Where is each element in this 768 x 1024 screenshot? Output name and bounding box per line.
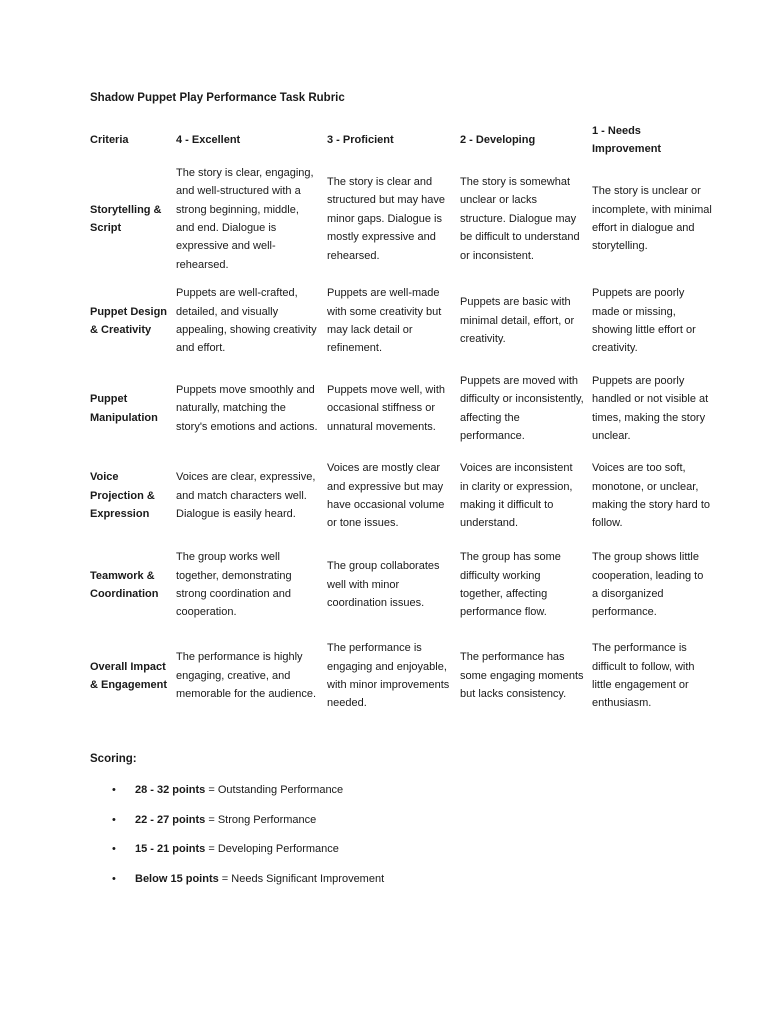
criterion-cell: Storytelling & Script (90, 203, 162, 234)
rubric-cell: Puppets are poorly handled or not visible at times, making the story unclear. (592, 374, 709, 442)
criterion-cell: Puppet Design & Creativity (90, 305, 168, 336)
rubric-cell: The performance is difficult to follow, with little engagement or enthusiasm. (592, 642, 695, 710)
rubric-cell: Puppets move smoothly and naturally, matching the story's emotions and actions. (176, 383, 318, 433)
score-description: = Strong Performance (205, 813, 317, 826)
table-row (86, 629, 716, 723)
rubric-cell: Puppets are basic with minimal detail, effort, or creativity. (460, 296, 575, 346)
rubric-cell: The group works well together, demonstrating strong coordination and cooperation. (176, 551, 292, 619)
criterion-cell: Puppet Manipulation (90, 393, 158, 424)
criterion-cell: Overall Impact & Engagement (90, 660, 168, 691)
rubric-cell: The story is clear, engaging, and well-structured with a strong beginning, middle, and end. Dialogue is expressive and well-rehearsed. (176, 166, 314, 271)
bullet-icon: • (112, 813, 116, 826)
rubric-cell: The group collaborates well with minor coordination issues. (327, 560, 440, 610)
bullet-icon: • (112, 784, 116, 796)
score-range: 28 - 32 points (135, 784, 206, 796)
score-range: 22 - 27 points (135, 813, 206, 826)
rubric-cell: The group has some difficulty working together, affecting performance flow. (460, 551, 561, 619)
score-description: = Outstanding Performance (205, 784, 344, 796)
header-developing: 2 - Developing (460, 133, 536, 146)
table-row (86, 366, 716, 451)
rubric-cell: The performance is highly engaging, creative, and memorable for the audience. (176, 651, 317, 701)
list-item (112, 810, 384, 840)
table-row (86, 162, 716, 276)
bullet-icon: • (112, 843, 116, 855)
score-range: 15 - 21 points (135, 843, 206, 855)
table-row (86, 276, 716, 366)
rubric-cell: Puppets move well, with occasional stiffness or unnatural movements. (327, 383, 445, 433)
rubric-cell: Puppets are well-crafted, detailed, and visually appealing, showing creativity and effort. (176, 287, 317, 355)
rubric-cell: The story is somewhat unclear or lacks structure. Dialogue may be difficult to understand or inconsistent. (460, 175, 580, 262)
list-item (112, 839, 384, 869)
rubric-cell: The story is unclear or incomplete, with minimal effort in dialogue and storytelling. (592, 185, 712, 253)
header-needs-improvement: 1 - Needs Improvement (592, 124, 662, 155)
score-description: = Needs Significant Improvement (218, 872, 385, 885)
rubric-table (86, 118, 716, 723)
rubric-cell: Voices are inconsistent in clarity or expression, making it difficult to understand. (460, 462, 573, 530)
rubric-cell: Voices are clear, expressive, and match characters well. Dialogue is easily heard. (176, 471, 316, 521)
rubric-cell: The performance is engaging and enjoyable, with minor improvements needed. (327, 642, 450, 710)
scoring-list (112, 780, 384, 898)
list-item (112, 780, 384, 810)
rubric-cell: Puppets are poorly made or missing, showing little effort or creativity. (592, 287, 696, 355)
rubric-cell: Voices are too soft, monotone, or unclear, making the story hard to follow. (592, 462, 711, 530)
table-row (86, 451, 716, 541)
criterion-cell: Teamwork & Coordination (90, 569, 159, 600)
rubric-cell: The story is clear and structured but may have minor gaps. Dialogue is mostly expressive and rehearsed. (327, 175, 446, 262)
bullet-icon: • (112, 872, 116, 885)
header-proficient: 3 - Proficient (327, 133, 394, 146)
rubric-cell: The performance has some engaging moments but lacks consistency. (460, 651, 584, 701)
header-row (86, 118, 716, 162)
rubric-cell: The group shows little cooperation, leading to a disorganized performance. (592, 551, 704, 619)
header-criteria: Criteria (90, 133, 129, 146)
score-range: Below 15 points (135, 872, 219, 885)
list-item (112, 869, 384, 899)
rubric-cell: Puppets are well-made with some creativity but may lack detail or refinement. (327, 287, 442, 355)
score-description: = Developing Performance (205, 843, 339, 855)
criterion-cell: Voice Projection & Expression (90, 471, 155, 521)
scoring-heading: Scoring: (90, 753, 137, 765)
table-row (86, 541, 716, 629)
rubric-cell: Voices are mostly clear and expressive but may have occasional volume or tone issues. (327, 462, 445, 530)
header-excellent: 4 - Excellent (176, 133, 241, 146)
rubric-cell: Puppets are moved with difficulty or inconsistently, affecting the performance. (460, 374, 584, 442)
document-title: Shadow Puppet Play Performance Task Rubric (90, 92, 345, 104)
